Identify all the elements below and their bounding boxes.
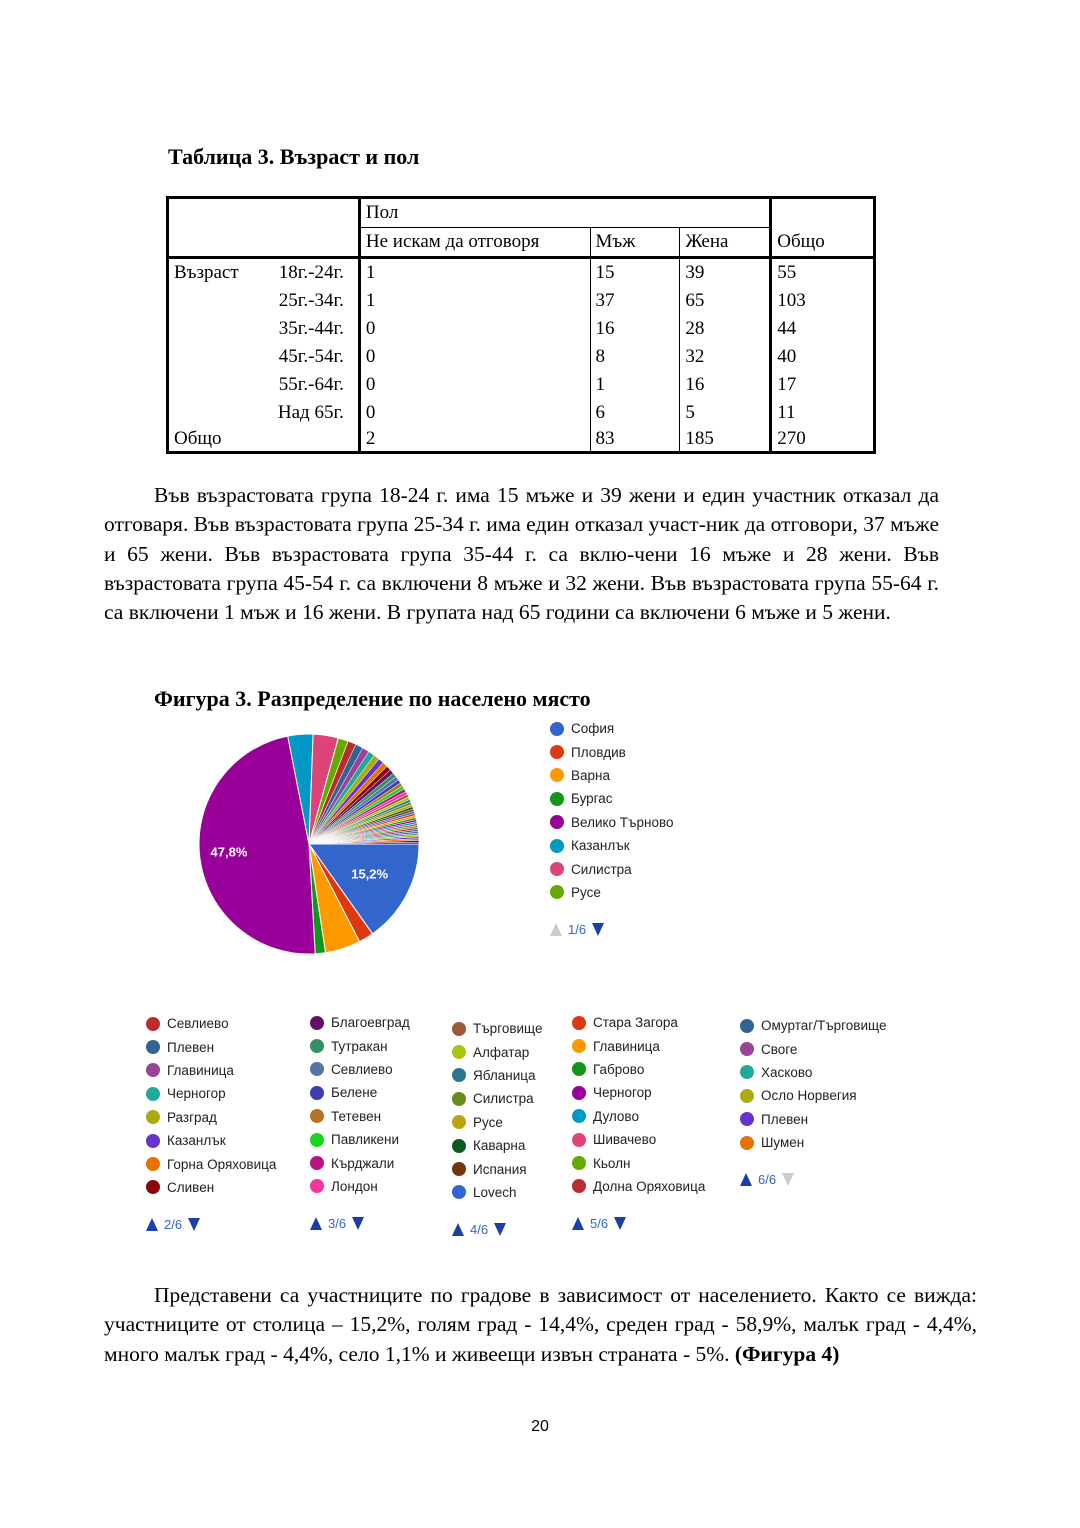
legend-label: Павликени bbox=[331, 1132, 400, 1148]
legend-item[interactable] bbox=[452, 1157, 543, 1180]
paragraph-population bbox=[104, 1281, 977, 1369]
table-caption: Таблица 3. Възраст и пол bbox=[168, 144, 420, 169]
legend-swatch bbox=[452, 1162, 466, 1176]
next-page-arrow-icon[interactable] bbox=[352, 1217, 364, 1230]
table-row bbox=[168, 287, 875, 315]
legend-label: Силистра bbox=[473, 1091, 534, 1107]
table-cell: 0 bbox=[359, 315, 590, 343]
legend-swatch bbox=[550, 722, 564, 736]
legend-label: Бургас bbox=[571, 791, 613, 807]
legend-label: Кърджали bbox=[331, 1155, 395, 1171]
pie-chart bbox=[199, 732, 423, 956]
legend-swatch bbox=[146, 1157, 160, 1171]
table-cell: 1 bbox=[359, 287, 590, 315]
legend-page-indicator: 5/6 bbox=[590, 1216, 609, 1232]
table-cell: 16 bbox=[680, 371, 771, 399]
legend-swatch bbox=[452, 1185, 466, 1199]
row-label: 45г.-54г. bbox=[278, 346, 344, 367]
pie-data-label: 15,2% bbox=[351, 866, 389, 882]
legend-item[interactable] bbox=[550, 787, 673, 810]
table-row bbox=[168, 371, 875, 399]
legend-swatch bbox=[310, 1179, 324, 1193]
legend-label: Лондон bbox=[331, 1178, 378, 1194]
legend-item[interactable] bbox=[550, 881, 673, 904]
legend-item[interactable] bbox=[146, 1012, 276, 1035]
legend-pager bbox=[452, 1222, 543, 1237]
table-cell: 1 bbox=[359, 258, 590, 288]
legend-swatch bbox=[572, 1062, 586, 1076]
table-row bbox=[168, 343, 875, 371]
legend-label: Осло Норвегия bbox=[761, 1088, 857, 1104]
legend-swatch bbox=[550, 815, 564, 829]
legend-swatch bbox=[550, 745, 564, 759]
legend-item[interactable] bbox=[310, 1058, 410, 1081]
table-cell: 44 bbox=[771, 315, 875, 343]
legend-label: Габрово bbox=[593, 1061, 645, 1077]
table-cell: 39 bbox=[680, 258, 771, 288]
legend-item[interactable] bbox=[740, 1131, 886, 1154]
prev-page-arrow-icon[interactable] bbox=[310, 1217, 322, 1230]
legend-swatch bbox=[572, 1133, 586, 1147]
legend-swatch bbox=[452, 1022, 466, 1036]
legend-swatch bbox=[740, 1112, 754, 1126]
legend-swatch bbox=[310, 1039, 324, 1053]
total-row-label: Общо bbox=[174, 428, 222, 449]
row-label: 55г.-64г. bbox=[278, 374, 344, 395]
legend-item[interactable] bbox=[740, 1108, 886, 1131]
pie-data-label: 47,8% bbox=[210, 844, 248, 860]
legend-label: Търговище bbox=[473, 1021, 543, 1037]
legend-item[interactable] bbox=[572, 1175, 705, 1198]
table-cell: 0 bbox=[359, 399, 590, 427]
legend-swatch bbox=[572, 1109, 586, 1123]
legend-item[interactable] bbox=[310, 1011, 410, 1034]
legend-pager bbox=[572, 1216, 705, 1231]
legend-item[interactable] bbox=[452, 1087, 543, 1110]
legend-page-indicator: 3/6 bbox=[328, 1216, 347, 1232]
legend-item[interactable] bbox=[550, 857, 673, 880]
legend-label: Белене bbox=[331, 1085, 378, 1101]
legend-label: Севлиево bbox=[167, 1016, 229, 1032]
table-cell: 32 bbox=[680, 343, 771, 371]
legend-item[interactable] bbox=[452, 1040, 543, 1063]
legend-swatch bbox=[572, 1156, 586, 1170]
legend-item[interactable] bbox=[740, 1061, 886, 1084]
table-cell: 185 bbox=[680, 427, 771, 453]
legend-swatch bbox=[310, 1086, 324, 1100]
legend-item[interactable] bbox=[572, 1058, 705, 1081]
row-label: Над 65г. bbox=[277, 402, 344, 423]
table-cell: 65 bbox=[680, 287, 771, 315]
table-cell: 0 bbox=[359, 343, 590, 371]
legend-label: Стара Загора bbox=[593, 1015, 678, 1031]
next-page-arrow-icon[interactable] bbox=[592, 923, 604, 936]
legend-label: Каварна bbox=[473, 1138, 526, 1154]
legend-label: Благоевград bbox=[331, 1015, 410, 1031]
legend-swatch bbox=[146, 1063, 160, 1077]
table-cell: 17 bbox=[771, 371, 875, 399]
legend-item[interactable] bbox=[310, 1151, 410, 1174]
legend-label: Плевен bbox=[761, 1111, 809, 1127]
table-cell: 8 bbox=[590, 343, 680, 371]
legend-item[interactable] bbox=[452, 1017, 543, 1040]
legend-label: Русе bbox=[473, 1114, 503, 1130]
legend-item[interactable] bbox=[740, 1014, 886, 1037]
legend-swatch bbox=[452, 1139, 466, 1153]
legend-label: Шивачево bbox=[593, 1132, 657, 1148]
legend-swatch bbox=[572, 1016, 586, 1030]
legend-label: Тутракан bbox=[331, 1038, 388, 1054]
legend-page-5 bbox=[572, 1011, 705, 1231]
legend-label: Своге bbox=[761, 1041, 798, 1057]
legend-swatch bbox=[146, 1017, 160, 1031]
legend-swatch bbox=[452, 1115, 466, 1129]
legend-item[interactable] bbox=[550, 740, 673, 763]
legend-swatch bbox=[572, 1039, 586, 1053]
legend-item[interactable] bbox=[452, 1181, 543, 1204]
legend-item[interactable] bbox=[572, 1011, 705, 1034]
table-cell: 5 bbox=[680, 399, 771, 427]
legend-item[interactable] bbox=[146, 1106, 276, 1129]
legend-label: Тетевен bbox=[331, 1108, 382, 1124]
legend-pager bbox=[740, 1172, 886, 1187]
legend-pager bbox=[550, 922, 673, 937]
table-cell: 1 bbox=[590, 371, 680, 399]
legend-label: Силистра bbox=[571, 861, 632, 877]
legend-swatch bbox=[310, 1109, 324, 1123]
legend-swatch bbox=[146, 1180, 160, 1194]
header-col-no-answer: Не искам да отговоря bbox=[359, 228, 590, 258]
table-total-row bbox=[168, 427, 875, 453]
legend-item[interactable] bbox=[572, 1151, 705, 1174]
legend-swatch bbox=[550, 768, 564, 782]
legend-label: Горна Оряховица bbox=[167, 1156, 277, 1172]
legend-swatch bbox=[146, 1134, 160, 1148]
legend-item[interactable] bbox=[146, 1082, 276, 1105]
legend-page-indicator: 2/6 bbox=[164, 1217, 183, 1233]
header-col-female: Жена bbox=[680, 228, 771, 258]
header-group-cell: Пол bbox=[359, 198, 770, 228]
legend-label: София bbox=[571, 721, 615, 737]
legend-item[interactable] bbox=[310, 1105, 410, 1128]
legend-label: Плевен bbox=[167, 1039, 215, 1055]
table-cell: 103 bbox=[771, 287, 875, 315]
table-row bbox=[168, 258, 875, 288]
legend-page-2 bbox=[146, 1012, 276, 1232]
legend-swatch bbox=[550, 839, 564, 853]
legend-pager bbox=[310, 1216, 410, 1231]
table-cell: 6 bbox=[590, 399, 680, 427]
paragraph-age-groups bbox=[104, 481, 939, 627]
legend-item[interactable] bbox=[550, 764, 673, 787]
row-group-label: Възраст bbox=[174, 262, 239, 283]
legend-page-indicator: 6/6 bbox=[758, 1172, 777, 1188]
header-total-cell: Общо bbox=[771, 198, 875, 258]
legend-label: Кьолн bbox=[593, 1155, 631, 1171]
table-cell: 16 bbox=[590, 315, 680, 343]
legend-swatch bbox=[572, 1086, 586, 1100]
next-page-arrow-icon[interactable] bbox=[494, 1223, 506, 1236]
next-page-arrow-icon[interactable] bbox=[782, 1173, 794, 1186]
table-cell: 55 bbox=[771, 258, 875, 288]
legend-label: Севлиево bbox=[331, 1061, 393, 1077]
legend-swatch bbox=[452, 1092, 466, 1106]
legend-item[interactable] bbox=[146, 1176, 276, 1199]
legend-label: Казанлък bbox=[571, 838, 630, 854]
legend-item[interactable] bbox=[146, 1129, 276, 1152]
legend-item[interactable] bbox=[550, 811, 673, 834]
header-col-male: Мъж bbox=[590, 228, 680, 258]
legend-item[interactable] bbox=[146, 1035, 276, 1058]
legend-page-4 bbox=[452, 1017, 543, 1237]
legend-item[interactable] bbox=[452, 1064, 543, 1087]
legend-swatch bbox=[452, 1045, 466, 1059]
legend-swatch bbox=[310, 1156, 324, 1170]
legend-swatch bbox=[572, 1179, 586, 1193]
table-row bbox=[168, 399, 875, 427]
table-header-row-1 bbox=[168, 198, 875, 228]
next-page-arrow-icon[interactable] bbox=[614, 1217, 626, 1230]
legend-label: Долна Оряховица bbox=[593, 1178, 706, 1194]
table-cell: 28 bbox=[680, 315, 771, 343]
prev-page-arrow-icon[interactable] bbox=[146, 1218, 158, 1231]
row-label: 35г.-44г. bbox=[278, 318, 344, 339]
legend-item[interactable] bbox=[572, 1081, 705, 1104]
table-corner-cell bbox=[168, 198, 360, 258]
legend-swatch bbox=[740, 1065, 754, 1079]
table-cell: 11 bbox=[771, 399, 875, 427]
legend-item[interactable] bbox=[310, 1034, 410, 1057]
legend-item[interactable] bbox=[572, 1128, 705, 1151]
legend-label: Разград bbox=[167, 1109, 217, 1125]
table-cell: 15 bbox=[590, 258, 680, 288]
legend-swatch bbox=[740, 1089, 754, 1103]
legend-item[interactable] bbox=[146, 1059, 276, 1082]
legend-pager bbox=[146, 1217, 276, 1232]
prev-page-arrow-icon[interactable] bbox=[740, 1173, 752, 1186]
paragraph-text: Във възрастовата група 18-24 г. има 15 мъже и 39 жени и един участник отказал да отговаря. Във възрастовата група 25-34 г. има един отказал участ-ник да отговори, 37 мъже и 65 жени. Във възрастовата група 35-44 г. са вклю-чени 16 мъже и 28 жени. Във възрастовата група 45-54 г. са включени 8 мъже и 32 жени. Във възрастовата група 55-64 г. са включени 1 мъж и 16 жени. В групата над 65 години са включени 6 мъже и 5 жени. bbox=[104, 483, 939, 625]
legend-item[interactable] bbox=[740, 1037, 886, 1060]
table-cell: 40 bbox=[771, 343, 875, 371]
legend-item[interactable] bbox=[146, 1152, 276, 1175]
legend-label: Алфатар bbox=[473, 1044, 530, 1060]
legend-page-indicator: 1/6 bbox=[568, 922, 587, 938]
legend-page-3 bbox=[310, 1011, 410, 1231]
legend-swatch bbox=[740, 1136, 754, 1150]
table-row bbox=[168, 315, 875, 343]
row-label: 25г.-34г. bbox=[278, 290, 344, 311]
legend-label: Главиница bbox=[593, 1038, 660, 1054]
legend-label: Велико Търново bbox=[571, 814, 674, 830]
legend-swatch bbox=[146, 1087, 160, 1101]
legend-label: Пловдив bbox=[571, 744, 626, 760]
legend-page-6 bbox=[740, 1014, 886, 1187]
table-cell: 2 bbox=[359, 427, 590, 453]
legend-label: Черногор bbox=[167, 1086, 226, 1102]
page-number: 20 bbox=[531, 1418, 549, 1435]
legend-item[interactable] bbox=[572, 1034, 705, 1057]
legend-swatch bbox=[740, 1019, 754, 1033]
table-cell: 37 bbox=[590, 287, 680, 315]
legend-label: Lovech bbox=[473, 1184, 517, 1200]
legend-swatch bbox=[146, 1110, 160, 1124]
legend-item[interactable] bbox=[740, 1084, 886, 1107]
legend-label: Казанлък bbox=[167, 1133, 226, 1149]
row-label: 18г.-24г. bbox=[278, 262, 344, 283]
legend-label: Омуртаг/Търговище bbox=[761, 1018, 887, 1034]
legend-item[interactable] bbox=[452, 1111, 543, 1134]
prev-page-arrow-icon[interactable] bbox=[572, 1217, 584, 1230]
prev-page-arrow-icon[interactable] bbox=[452, 1223, 464, 1236]
legend-label: Сливен bbox=[167, 1179, 215, 1195]
legend-item[interactable] bbox=[452, 1134, 543, 1157]
prev-page-arrow-icon[interactable] bbox=[550, 923, 562, 936]
legend-swatch bbox=[310, 1016, 324, 1030]
figure-reference: (Фигура 4) bbox=[734, 1341, 840, 1366]
legend-item[interactable] bbox=[550, 834, 673, 857]
legend-swatch bbox=[310, 1133, 324, 1147]
legend-swatch bbox=[550, 792, 564, 806]
table-cell: 0 bbox=[359, 371, 590, 399]
legend-label: Испания bbox=[473, 1161, 527, 1177]
legend-swatch bbox=[740, 1042, 754, 1056]
paragraph-text: Представени са участниците по градове в зависимост от населението. Както се вижда: участниците от столица – 15,2%, голям град - 14,4%, среден град - 58,9%, малък град - 4,4%, много малък град - 4,4%, село 1,1% и живеещи извън страната - 5%. bbox=[104, 1283, 977, 1366]
age-gender-table bbox=[166, 196, 876, 454]
table-cell: 83 bbox=[590, 427, 680, 453]
legend-page-1 bbox=[550, 717, 673, 937]
legend-swatch bbox=[550, 862, 564, 876]
legend-label: Хасково bbox=[761, 1064, 813, 1080]
legend-swatch bbox=[550, 885, 564, 899]
legend-label: Ябланица bbox=[473, 1067, 536, 1083]
legend-label: Дулово bbox=[593, 1108, 639, 1124]
legend-page-indicator: 4/6 bbox=[470, 1222, 489, 1238]
legend-label: Главиница bbox=[167, 1062, 234, 1078]
legend-item[interactable] bbox=[572, 1105, 705, 1128]
legend-item[interactable] bbox=[310, 1175, 410, 1198]
next-page-arrow-icon[interactable] bbox=[188, 1218, 200, 1231]
legend-swatch bbox=[452, 1068, 466, 1082]
legend-swatch bbox=[146, 1040, 160, 1054]
legend-item[interactable] bbox=[550, 717, 673, 740]
legend-item[interactable] bbox=[310, 1128, 410, 1151]
legend-label: Черногор bbox=[593, 1085, 652, 1101]
legend-label: Варна bbox=[571, 767, 610, 783]
legend-item[interactable] bbox=[310, 1081, 410, 1104]
legend-swatch bbox=[310, 1062, 324, 1076]
legend-label: Русе bbox=[571, 884, 601, 900]
figure-caption: Фигура 3. Разпределение по населено място bbox=[154, 686, 591, 711]
legend-label: Шумен bbox=[761, 1135, 805, 1151]
table-cell: 270 bbox=[771, 427, 875, 453]
